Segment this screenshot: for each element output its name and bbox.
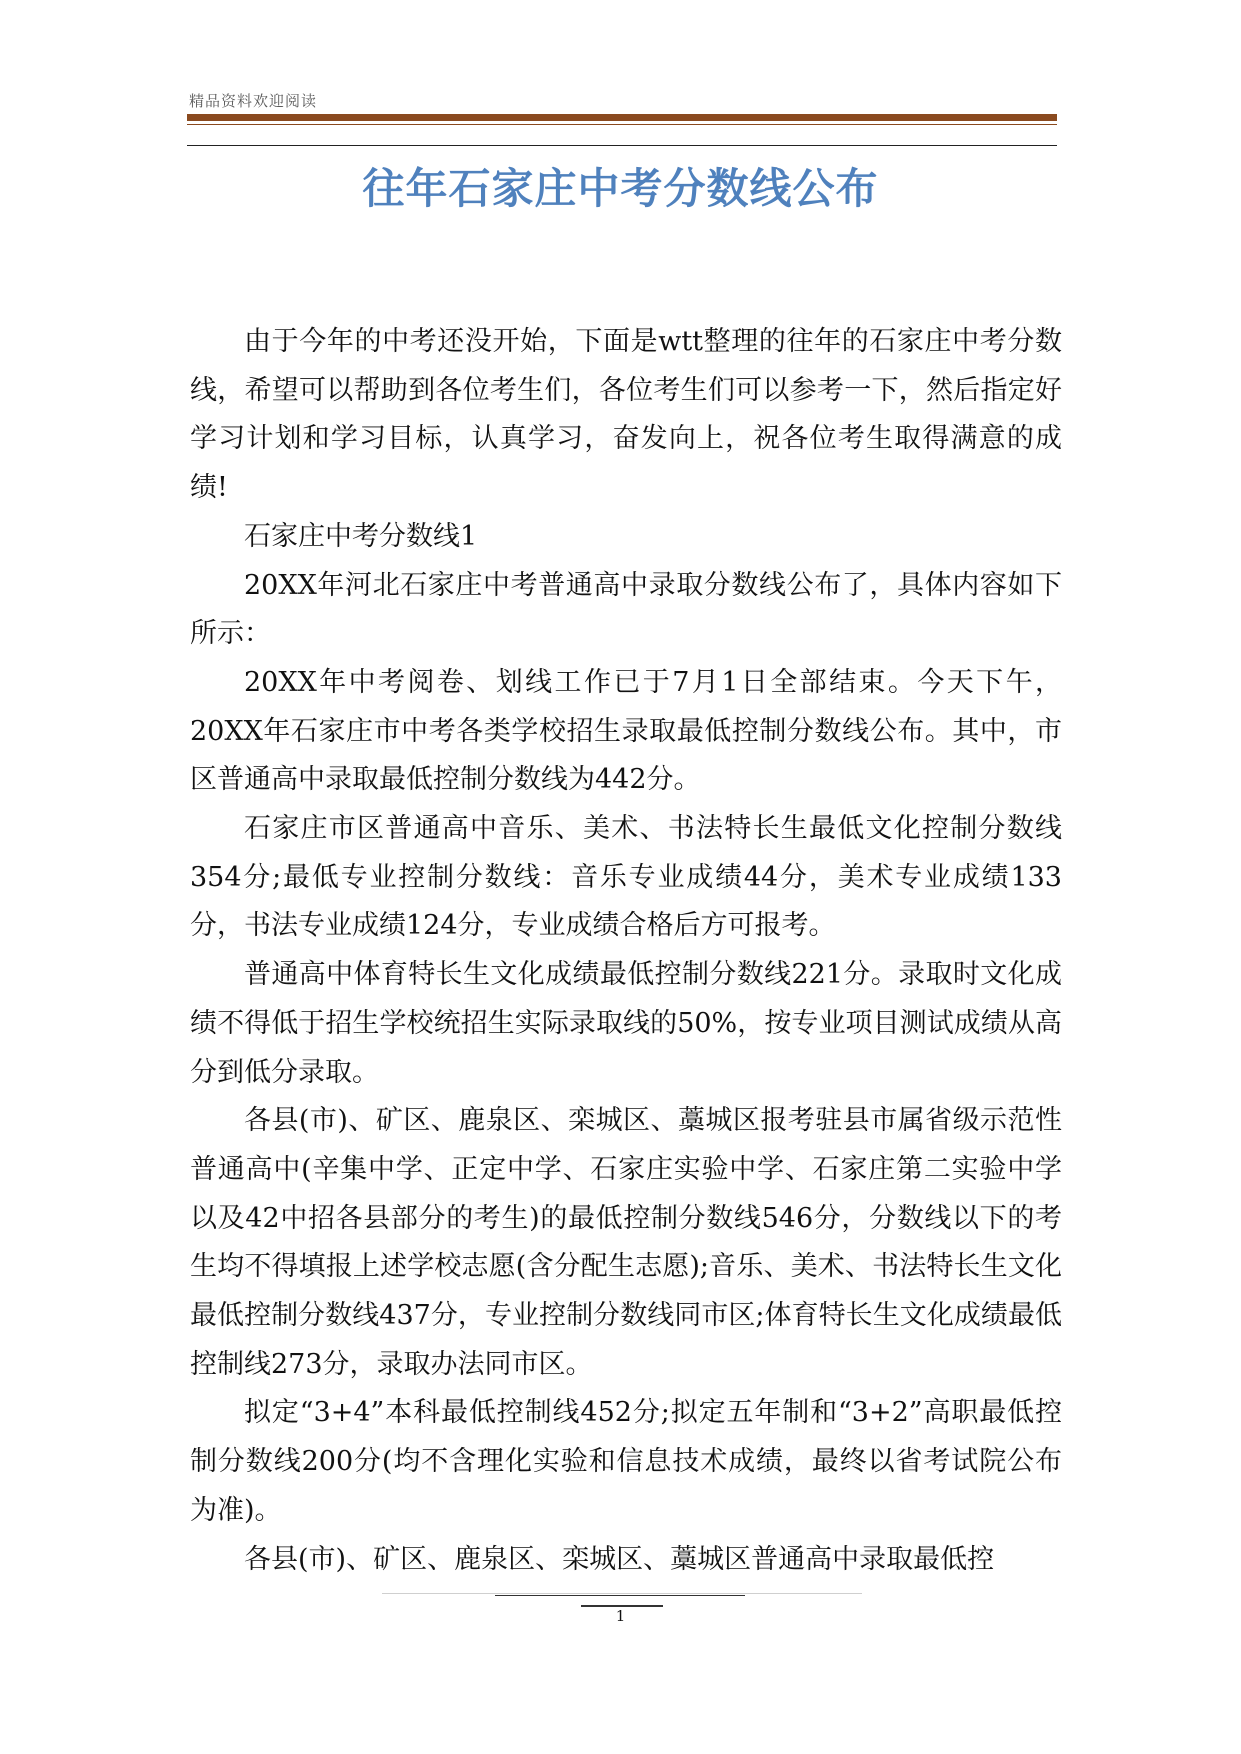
paragraph: 拟定“3+4”本科最低控制线452分;拟定五年制和“3+2”高职最低控制分数线200分(均不含理化实验和信息技术成绩，最终以省考试院公布为准)。 xyxy=(190,1397,1062,1526)
paragraph: 石家庄市区普通高中音乐、美术、书法特长生最低文化控制分数线354分;最低专业控制分数线：音乐专业成绩44分，美术专业成绩133分，书法专业成绩124分，专业成绩合格后方可报考。 xyxy=(190,813,1062,942)
paragraph: 20XX年河北石家庄中考普通高中录取分数线公布了，具体内容如下所示： xyxy=(190,569,1062,650)
paragraph: 各县(市)、矿区、鹿泉区、栾城区、藁城区报考驻县市属省级示范性普通高中(辛集中学、正定中学、石家庄实验中学、石家庄第二实验中学以及42中招各县部分的考生)的最低控制分数线546分，分数线以下的考生均不得填报上述学校志愿(含分配生志愿);音乐、美术、书法特长生文化最低控制分数线437分，专业控制分数线同市区;体育特长生文化成绩最低控制线273分，录取办法同市区。 xyxy=(190,1105,1062,1380)
page-number: 1 xyxy=(615,1607,626,1625)
footer-rule xyxy=(495,1595,745,1596)
document-body xyxy=(190,318,1062,1584)
paragraph-section-heading: 石家庄中考分数线1 xyxy=(244,520,478,552)
paragraph: 20XX年中考阅卷、划线工作已于7月1日全部结束。今天下午，20XX年石家庄市中考各类学校招生录取最低控制分数线公布。其中，市区普通高中录取最低控制分数线为442分。 xyxy=(190,666,1062,796)
paragraph: 普通高中体育特长生文化成绩最低控制分数线221分。录取时文化成绩不得低于招生学校统招生实际录取线的50%，按专业项目测试成绩从高分到低分录取。 xyxy=(190,959,1062,1088)
paragraph: 各县(市)、矿区、鹿泉区、栾城区、藁城区普通高中录取最低控 xyxy=(244,1543,995,1575)
document-title: 往年石家庄中考分数线公布 xyxy=(362,164,879,213)
page-header-text: 精品资料欢迎阅读 xyxy=(189,92,318,110)
footer-rule xyxy=(382,1593,862,1594)
header-rule-thick xyxy=(187,114,1057,121)
header-rule-thin xyxy=(187,124,1057,125)
paragraph-intro: 由于今年的中考还没开始，下面是wtt整理的往年的石家庄中考分数线，希望可以帮助到各位考生们，各位考生们可以参考一下，然后指定好学习计划和学习目标，认真学习，奋发向上，祝各位考生取得满意的成绩! xyxy=(190,326,1062,504)
header-rule xyxy=(187,145,1057,146)
